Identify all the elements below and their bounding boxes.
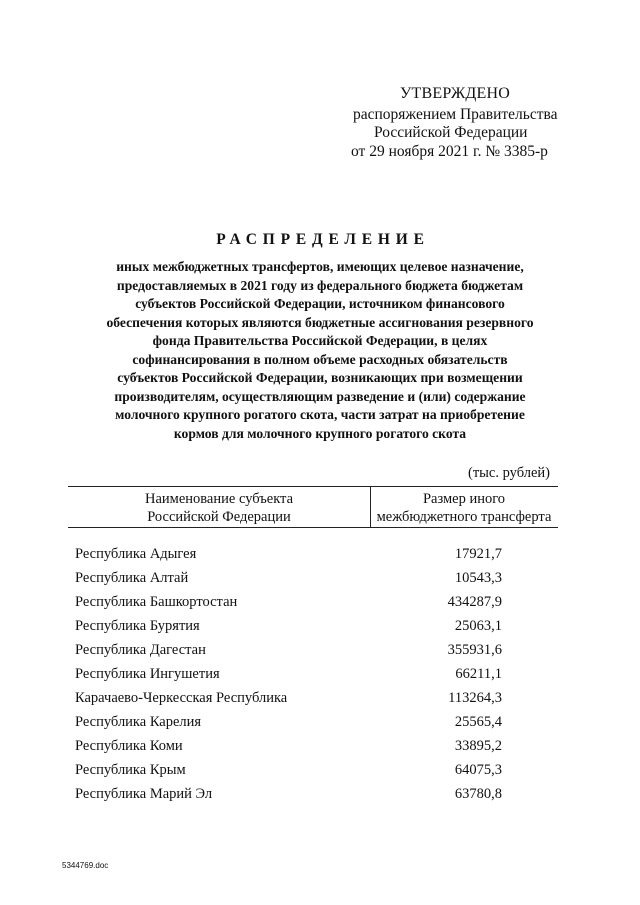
table-row: [0, 664, 640, 688]
transfer-amount: 33895,2: [454, 738, 502, 754]
subtitle-line: кормов для молочного крупного рогатого скота: [173, 425, 467, 441]
region-name: Республика Алтай: [75, 570, 189, 586]
approval-line: Российской Федерации: [374, 124, 528, 141]
region-name: Республика Коми: [75, 738, 183, 754]
header-line: Российской Федерации: [147, 509, 291, 525]
table-header-amount: [370, 490, 558, 526]
transfer-amount: 25063,1: [454, 618, 502, 634]
subtitle-line: обеспечения которых являются бюджетные ассигнования резервного: [106, 314, 534, 330]
header-line: межбюджетного трансферта: [376, 509, 552, 525]
table-row: [0, 736, 640, 760]
subtitle-line: софинансирования в полном объеме расходных обязательств: [132, 351, 508, 367]
transfer-amount: 64075,3: [454, 762, 502, 778]
transfer-amount: 63780,8: [454, 786, 502, 802]
table-row: [0, 640, 640, 664]
region-name: Республика Дагестан: [75, 642, 206, 658]
subtitle-line: субъектов Российской Федерации, источником финансового: [135, 296, 505, 311]
approval-line: распоряжением Правительства: [353, 106, 558, 123]
document-subtitle: [70, 258, 570, 443]
transfer-amount: 17921,7: [454, 546, 502, 562]
table-row: [0, 592, 640, 616]
region-name: Республика Адыгея: [75, 546, 197, 562]
transfer-amount: 25565,4: [454, 714, 502, 730]
transfer-amount: 434287,9: [447, 594, 502, 610]
subtitle-line: иных межбюджетных трансфертов, имеющих целевое назначение,: [116, 259, 524, 274]
table-top-rule: [68, 486, 558, 487]
table-row: [0, 760, 640, 784]
distribution-table-body: [0, 544, 640, 808]
approval-date-number: от 29 ноября 2021 г. № 3385-р: [351, 143, 548, 160]
units-label: (тыс. рублей): [468, 465, 550, 481]
table-row: [0, 568, 640, 592]
subtitle-line: субъектов Российской Федерации, возникающих при возмещении: [117, 370, 523, 385]
subtitle-line: производителям, осуществляющим разведение и (или) содержание: [114, 388, 526, 404]
region-name: Республика Крым: [75, 762, 186, 778]
region-name: Республика Башкортостан: [75, 594, 238, 610]
document-title: РАСПРЕДЕЛЕНИЕ: [216, 231, 430, 248]
subtitle-line: молочного крупного рогатого скота, части затрат на приобретение: [115, 407, 525, 422]
region-name: Республика Карелия: [75, 714, 202, 730]
table-header-bottom-rule: [68, 527, 558, 528]
transfer-amount: 113264,3: [448, 690, 502, 706]
region-name: Карачаево-Черкесская Республика: [75, 690, 288, 706]
table-row: [0, 544, 640, 568]
subtitle-line: фонда Правительства Российской Федерации, в целях: [152, 333, 488, 348]
header-line: Размер иного: [422, 491, 506, 507]
table-row: [0, 688, 640, 712]
transfer-amount: 66211,1: [455, 666, 502, 682]
transfer-amount: 355931,6: [447, 642, 502, 658]
header-line: Наименование субъекта: [144, 491, 294, 507]
region-name: Республика Ингушетия: [75, 666, 220, 682]
table-row: [0, 712, 640, 736]
file-reference: 5344769.doc: [62, 861, 109, 870]
approved-label: УТВЕРЖДЕНО: [400, 85, 511, 102]
region-name: Республика Бурятия: [75, 618, 200, 634]
transfer-amount: 10543,3: [454, 570, 502, 586]
subtitle-line: предоставляемых в 2021 году из федерального бюджета бюджетам: [116, 277, 524, 293]
region-name: Республика Марий Эл: [75, 786, 213, 802]
table-row: [0, 784, 640, 808]
table-header-region: [68, 490, 370, 526]
table-row: [0, 616, 640, 640]
